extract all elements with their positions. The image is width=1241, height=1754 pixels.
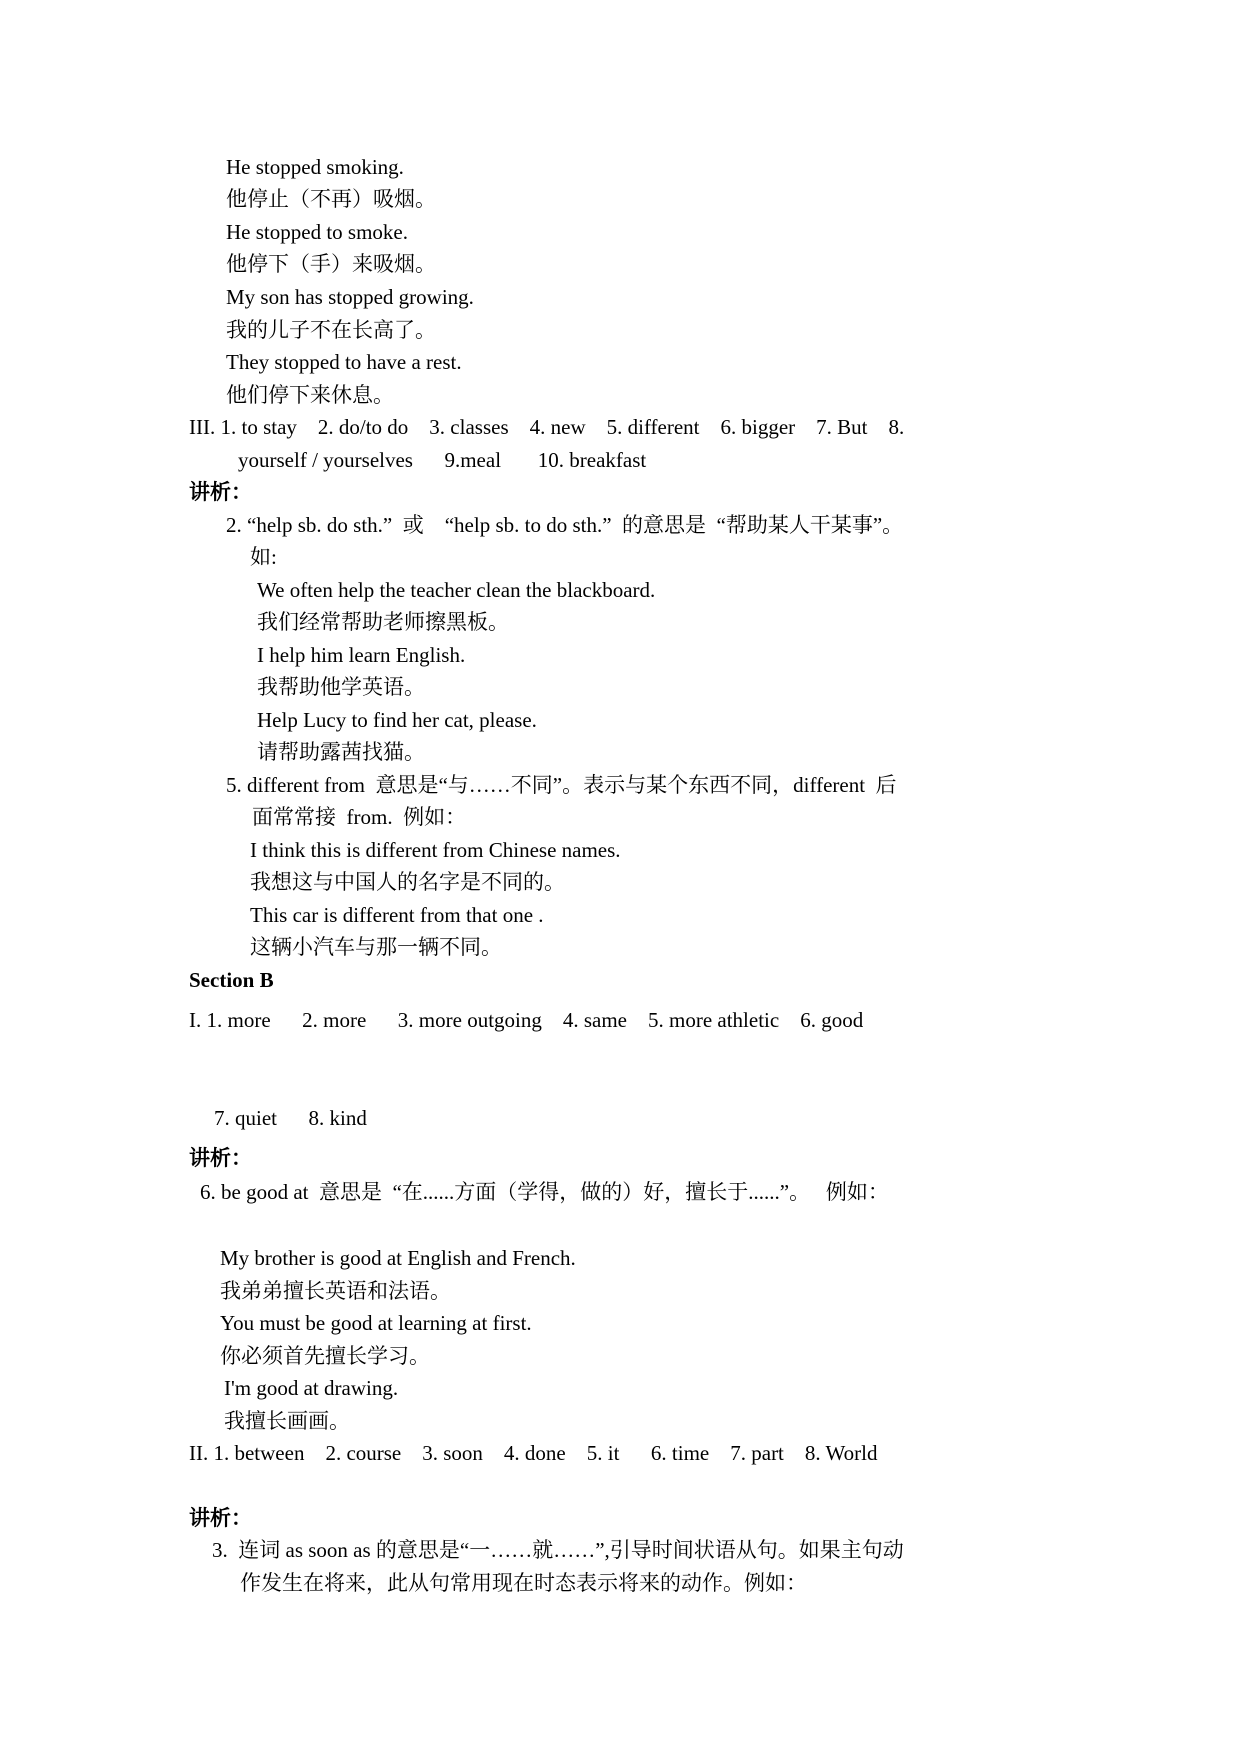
example-sentence: My brother is good at English and French. <box>220 1246 576 1270</box>
example-sentence: He stopped to smoke. <box>226 220 408 244</box>
analysis-heading: 讲析： <box>189 1146 252 1170</box>
example-sentence: I help him learn English. <box>257 643 466 667</box>
note-item-continued: 面常常接 from. 例如： <box>252 805 467 829</box>
answers-section-iii-continued: yourself / yourselves 9.meal 10. breakfast <box>238 448 647 472</box>
analysis-heading: 讲析： <box>189 480 252 504</box>
example-translation: 这辆小汽车与那一辆不同。 <box>250 935 502 959</box>
example-sentence: I think this is different from Chinese names. <box>250 838 621 862</box>
example-sentence: We often help the teacher clean the blackboard. <box>257 578 656 602</box>
note-item: 2. “help sb. do sth.” 或 “help sb. to do sth.” 的意思是 “帮助某人干某事”。 <box>226 513 904 537</box>
example-translation: 他们停下来休息。 <box>226 383 394 407</box>
answers-section-iii: III. 1. to stay 2. do/to do 3. classes 4. new 5. different 6. bigger 7. But 8. <box>189 415 905 439</box>
example-sentence: Help Lucy to find her cat, please. <box>257 708 537 732</box>
note-item: 5. different from 意思是“与……不同”。表示与某个东西不同，different 后 <box>226 773 897 797</box>
answers-section-i: I. 1. more 2. more 3. more outgoing 4. same 5. more athletic 6. good <box>189 1008 864 1032</box>
example-sentence: I'm good at drawing. <box>224 1376 399 1400</box>
note-example-label: 如: <box>250 545 277 569</box>
example-translation: 我想这与中国人的名字是不同的。 <box>250 870 565 894</box>
note-item-continued: 作发生在将来，此从句常用现在时态表示将来的动作。例如： <box>240 1571 807 1595</box>
example-translation: 我弟弟擅长英语和法语。 <box>220 1279 451 1303</box>
example-translation: 你必须首先擅长学习。 <box>220 1344 430 1368</box>
example-sentence: You must be good at learning at first. <box>220 1311 532 1335</box>
example-translation: 他停止（不再）吸烟。 <box>226 187 436 211</box>
example-translation: 我擅长画画。 <box>224 1409 350 1433</box>
example-sentence: They stopped to have a rest. <box>226 350 462 374</box>
note-item: 6. be good at 意思是 “在......方面（学得，做的）好，擅长于......”。 例如： <box>200 1180 889 1204</box>
analysis-heading: 讲析： <box>189 1506 252 1530</box>
example-sentence: He stopped smoking. <box>226 155 404 179</box>
example-sentence: My son has stopped growing. <box>226 285 474 309</box>
example-translation: 我帮助他学英语。 <box>257 675 425 699</box>
answers-section-ii: II. 1. between 2. course 3. soon 4. done 5. it 6. time 7. part 8. World <box>189 1441 878 1465</box>
answers-section-i-continued: 7. quiet 8. kind <box>214 1106 367 1130</box>
example-translation: 请帮助露茜找猫。 <box>257 740 425 764</box>
example-translation: 他停下（手）来吸烟。 <box>226 252 436 276</box>
note-item: 3. 连词 as soon as 的意思是“一……就……”,引导时间状语从句。如果主句动 <box>212 1538 904 1562</box>
example-sentence: This car is different from that one . <box>250 903 544 927</box>
section-heading: Section B <box>189 968 274 992</box>
example-translation: 我们经常帮助老师擦黑板。 <box>257 610 509 634</box>
example-translation: 我的儿子不在长高了。 <box>226 318 436 342</box>
